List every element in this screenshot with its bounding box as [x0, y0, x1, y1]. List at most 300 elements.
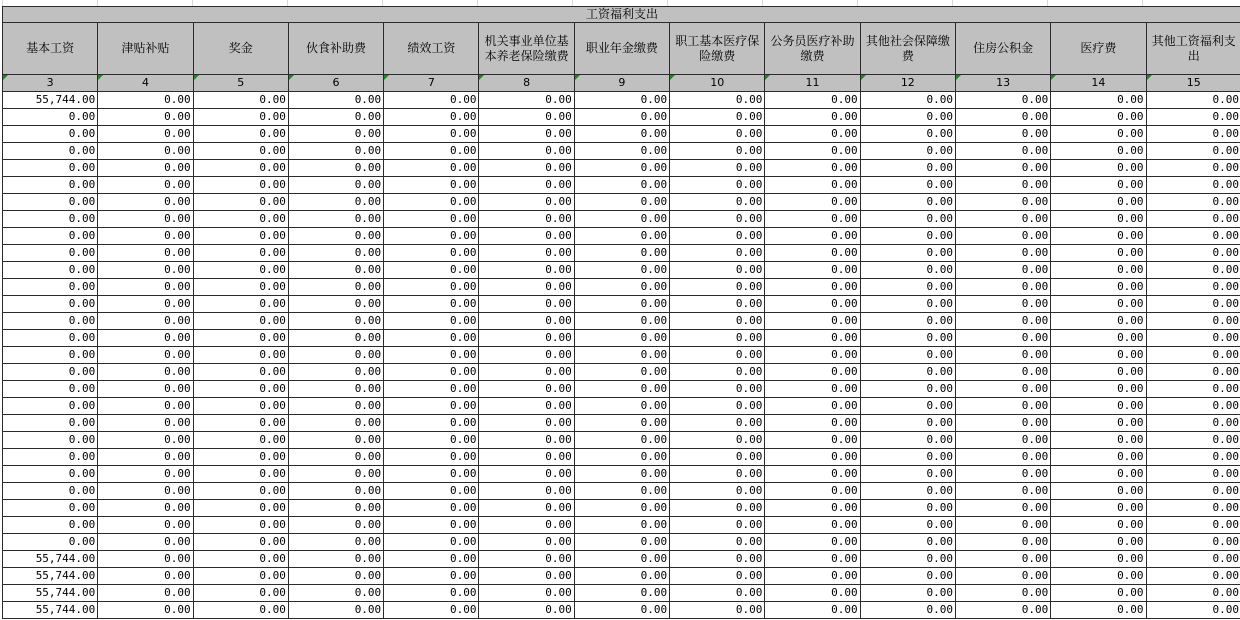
table-cell[interactable]: 0.00 [765, 568, 860, 585]
table-cell[interactable]: 0.00 [3, 177, 98, 194]
table-cell[interactable]: 0.00 [1051, 194, 1146, 211]
table-cell[interactable]: 0.00 [574, 194, 669, 211]
table-cell[interactable]: 0.00 [288, 296, 383, 313]
table-cell[interactable]: 0.00 [384, 160, 479, 177]
table-cell[interactable]: 0.00 [3, 330, 98, 347]
column-index-cell[interactable] [384, 75, 479, 92]
table-cell[interactable]: 0.00 [955, 415, 1050, 432]
table-cell[interactable]: 0.00 [670, 500, 765, 517]
table-cell[interactable]: 0.00 [3, 194, 98, 211]
table-cell[interactable]: 0.00 [479, 432, 574, 449]
table-cell[interactable]: 0.00 [288, 466, 383, 483]
table-cell[interactable]: 0.00 [765, 228, 860, 245]
table-cell[interactable]: 0.00 [955, 534, 1050, 551]
table-cell[interactable]: 0.00 [955, 262, 1050, 279]
table-cell[interactable]: 0.00 [1051, 415, 1146, 432]
table-cell[interactable]: 0.00 [288, 143, 383, 160]
table-cell[interactable]: 0.00 [955, 330, 1050, 347]
table-cell[interactable]: 0.00 [765, 483, 860, 500]
table-cell[interactable]: 0.00 [193, 466, 288, 483]
table-cell[interactable]: 0.00 [1051, 143, 1146, 160]
table-cell[interactable]: 0.00 [1146, 126, 1240, 143]
table-cell[interactable]: 0.00 [1051, 432, 1146, 449]
table-cell[interactable]: 0.00 [860, 500, 955, 517]
table-cell[interactable]: 0.00 [860, 245, 955, 262]
table-cell[interactable]: 0.00 [98, 296, 193, 313]
table-cell[interactable]: 0.00 [670, 109, 765, 126]
table-cell[interactable]: 0.00 [193, 602, 288, 619]
table-cell[interactable]: 0.00 [98, 551, 193, 568]
column-header[interactable]: 医疗费 [1051, 23, 1146, 75]
table-cell[interactable]: 0.00 [479, 585, 574, 602]
table-cell[interactable]: 0.00 [3, 279, 98, 296]
table-cell[interactable]: 0.00 [384, 92, 479, 109]
table-cell[interactable]: 0.00 [3, 347, 98, 364]
table-cell[interactable]: 0.00 [1146, 483, 1240, 500]
table-cell[interactable]: 0.00 [574, 381, 669, 398]
table-cell[interactable]: 0.00 [1051, 126, 1146, 143]
table-cell[interactable]: 0.00 [98, 585, 193, 602]
table-cell[interactable]: 0.00 [3, 466, 98, 483]
table-cell[interactable]: 0.00 [479, 483, 574, 500]
table-cell[interactable]: 0.00 [288, 364, 383, 381]
table-cell[interactable]: 0.00 [288, 534, 383, 551]
table-cell[interactable]: 0.00 [3, 160, 98, 177]
table-cell[interactable]: 0.00 [574, 568, 669, 585]
column-header[interactable]: 基本工资 [3, 23, 98, 75]
table-cell[interactable]: 0.00 [1146, 517, 1240, 534]
table-cell[interactable]: 0.00 [98, 143, 193, 160]
table-cell[interactable]: 0.00 [193, 211, 288, 228]
table-cell[interactable]: 0.00 [1051, 245, 1146, 262]
table-cell[interactable]: 0.00 [384, 551, 479, 568]
table-cell[interactable]: 0.00 [193, 483, 288, 500]
table-cell[interactable]: 0.00 [955, 364, 1050, 381]
table-cell[interactable]: 0.00 [860, 126, 955, 143]
table-cell[interactable]: 0.00 [98, 228, 193, 245]
table-cell[interactable]: 0.00 [98, 449, 193, 466]
table-cell[interactable]: 0.00 [670, 534, 765, 551]
column-header[interactable]: 奖金 [193, 23, 288, 75]
table-cell[interactable]: 0.00 [98, 347, 193, 364]
table-cell[interactable]: 0.00 [98, 279, 193, 296]
table-cell[interactable]: 0.00 [860, 160, 955, 177]
table-cell[interactable]: 0.00 [574, 177, 669, 194]
table-cell[interactable]: 0.00 [955, 551, 1050, 568]
table-cell[interactable]: 0.00 [384, 279, 479, 296]
table-cell[interactable]: 0.00 [670, 364, 765, 381]
table-cell[interactable]: 0.00 [384, 126, 479, 143]
table-cell[interactable]: 55,744.00 [3, 585, 98, 602]
table-cell[interactable]: 0.00 [479, 466, 574, 483]
table-cell[interactable]: 0.00 [574, 432, 669, 449]
table-cell[interactable]: 0.00 [574, 279, 669, 296]
table-cell[interactable]: 0.00 [288, 245, 383, 262]
table-cell[interactable]: 0.00 [574, 585, 669, 602]
table-cell[interactable]: 0.00 [3, 432, 98, 449]
table-cell[interactable]: 0.00 [288, 398, 383, 415]
table-cell[interactable]: 0.00 [860, 279, 955, 296]
table-cell[interactable]: 0.00 [765, 109, 860, 126]
table-cell[interactable]: 0.00 [670, 551, 765, 568]
table-cell[interactable]: 0.00 [384, 262, 479, 279]
table-cell[interactable]: 0.00 [98, 109, 193, 126]
table-cell[interactable]: 0.00 [670, 381, 765, 398]
table-cell[interactable]: 0.00 [193, 296, 288, 313]
table-cell[interactable]: 0.00 [479, 551, 574, 568]
table-cell[interactable]: 0.00 [860, 364, 955, 381]
table-cell[interactable]: 0.00 [860, 449, 955, 466]
table-cell[interactable]: 0.00 [479, 177, 574, 194]
table-cell[interactable]: 0.00 [955, 160, 1050, 177]
table-cell[interactable]: 0.00 [193, 551, 288, 568]
table-cell[interactable]: 0.00 [479, 279, 574, 296]
table-cell[interactable]: 0.00 [1051, 551, 1146, 568]
table-cell[interactable]: 0.00 [384, 449, 479, 466]
table-cell[interactable]: 0.00 [574, 160, 669, 177]
table-cell[interactable]: 0.00 [384, 347, 479, 364]
table-cell[interactable]: 0.00 [288, 483, 383, 500]
table-cell[interactable]: 0.00 [288, 500, 383, 517]
table-cell[interactable]: 55,744.00 [3, 568, 98, 585]
table-cell[interactable]: 0.00 [574, 126, 669, 143]
column-index-cell[interactable] [765, 75, 860, 92]
table-cell[interactable]: 0.00 [860, 177, 955, 194]
table-cell[interactable]: 0.00 [98, 483, 193, 500]
table-cell[interactable]: 0.00 [1146, 313, 1240, 330]
table-cell[interactable]: 0.00 [479, 228, 574, 245]
table-cell[interactable]: 0.00 [1051, 500, 1146, 517]
table-cell[interactable]: 0.00 [670, 313, 765, 330]
table-cell[interactable]: 0.00 [670, 330, 765, 347]
table-cell[interactable]: 0.00 [765, 602, 860, 619]
salary-welfare-table[interactable] [2, 6, 1240, 619]
table-cell[interactable]: 0.00 [574, 228, 669, 245]
table-cell[interactable]: 0.00 [765, 160, 860, 177]
table-cell[interactable]: 0.00 [1146, 347, 1240, 364]
table-cell[interactable]: 0.00 [1051, 211, 1146, 228]
table-cell[interactable]: 0.00 [98, 262, 193, 279]
table-cell[interactable]: 0.00 [193, 109, 288, 126]
table-cell[interactable]: 0.00 [574, 466, 669, 483]
table-cell[interactable]: 0.00 [98, 466, 193, 483]
table-cell[interactable]: 0.00 [1146, 177, 1240, 194]
table-cell[interactable]: 0.00 [574, 602, 669, 619]
table-cell[interactable]: 0.00 [955, 500, 1050, 517]
table-cell[interactable]: 0.00 [1051, 228, 1146, 245]
table-cell[interactable]: 0.00 [574, 415, 669, 432]
table-cell[interactable]: 0.00 [574, 143, 669, 160]
table-cell[interactable]: 0.00 [860, 602, 955, 619]
table-cell[interactable]: 0.00 [3, 483, 98, 500]
table-cell[interactable]: 0.00 [765, 398, 860, 415]
table-cell[interactable]: 0.00 [574, 313, 669, 330]
table-cell[interactable]: 0.00 [193, 347, 288, 364]
table-cell[interactable]: 0.00 [670, 126, 765, 143]
table-cell[interactable]: 0.00 [479, 330, 574, 347]
table-cell[interactable]: 0.00 [670, 228, 765, 245]
table-cell[interactable]: 0.00 [765, 500, 860, 517]
table-cell[interactable]: 0.00 [384, 381, 479, 398]
table-cell[interactable]: 0.00 [384, 194, 479, 211]
table-cell[interactable]: 0.00 [574, 483, 669, 500]
table-cell[interactable]: 0.00 [288, 194, 383, 211]
table-cell[interactable]: 0.00 [288, 330, 383, 347]
table-cell[interactable]: 0.00 [670, 211, 765, 228]
table-cell[interactable]: 0.00 [384, 398, 479, 415]
table-cell[interactable]: 0.00 [765, 245, 860, 262]
table-cell[interactable]: 0.00 [1051, 279, 1146, 296]
table-cell[interactable]: 0.00 [384, 245, 479, 262]
column-index-cell[interactable] [288, 75, 383, 92]
table-cell[interactable]: 0.00 [1051, 364, 1146, 381]
column-index-cell[interactable] [574, 75, 669, 92]
table-cell[interactable]: 0.00 [288, 92, 383, 109]
table-cell[interactable]: 0.00 [3, 449, 98, 466]
table-cell[interactable]: 0.00 [955, 194, 1050, 211]
table-cell[interactable]: 0.00 [955, 296, 1050, 313]
table-cell[interactable]: 0.00 [860, 347, 955, 364]
table-cell[interactable]: 0.00 [98, 517, 193, 534]
table-cell[interactable]: 0.00 [670, 143, 765, 160]
table-cell[interactable]: 0.00 [1146, 398, 1240, 415]
table-cell[interactable]: 0.00 [955, 109, 1050, 126]
table-cell[interactable]: 55,744.00 [3, 551, 98, 568]
table-cell[interactable]: 0.00 [288, 432, 383, 449]
table-cell[interactable]: 0.00 [98, 177, 193, 194]
table-cell[interactable]: 0.00 [670, 602, 765, 619]
table-cell[interactable]: 0.00 [1051, 517, 1146, 534]
table-cell[interactable]: 0.00 [1051, 449, 1146, 466]
table-cell[interactable]: 0.00 [288, 109, 383, 126]
table-cell[interactable]: 0.00 [1146, 500, 1240, 517]
table-cell[interactable]: 0.00 [670, 245, 765, 262]
table-cell[interactable]: 0.00 [955, 126, 1050, 143]
table-cell[interactable]: 0.00 [384, 109, 479, 126]
table-cell[interactable]: 0.00 [1051, 347, 1146, 364]
table-cell[interactable]: 0.00 [765, 126, 860, 143]
table-cell[interactable]: 0.00 [479, 126, 574, 143]
table-cell[interactable]: 0.00 [670, 517, 765, 534]
table-cell[interactable]: 0.00 [574, 211, 669, 228]
table-cell[interactable]: 0.00 [574, 347, 669, 364]
table-cell[interactable]: 0.00 [1146, 585, 1240, 602]
table-cell[interactable]: 0.00 [384, 517, 479, 534]
table-cell[interactable]: 0.00 [1051, 177, 1146, 194]
table-cell[interactable]: 0.00 [1146, 534, 1240, 551]
table-cell[interactable]: 0.00 [384, 585, 479, 602]
table-cell[interactable]: 0.00 [384, 534, 479, 551]
table-cell[interactable]: 0.00 [384, 228, 479, 245]
table-cell[interactable]: 0.00 [765, 194, 860, 211]
table-cell[interactable]: 0.00 [193, 245, 288, 262]
table-cell[interactable]: 0.00 [670, 347, 765, 364]
table-cell[interactable]: 0.00 [479, 534, 574, 551]
table-cell[interactable]: 0.00 [765, 347, 860, 364]
table-cell[interactable]: 0.00 [955, 313, 1050, 330]
table-cell[interactable]: 0.00 [384, 602, 479, 619]
table-cell[interactable]: 0.00 [98, 211, 193, 228]
column-header[interactable]: 职业年金缴费 [574, 23, 669, 75]
table-cell[interactable]: 0.00 [765, 585, 860, 602]
table-cell[interactable]: 0.00 [479, 194, 574, 211]
table-cell[interactable]: 0.00 [860, 211, 955, 228]
table-cell[interactable]: 0.00 [384, 483, 479, 500]
table-cell[interactable]: 0.00 [955, 211, 1050, 228]
table-cell[interactable]: 0.00 [860, 534, 955, 551]
table-cell[interactable]: 0.00 [1051, 313, 1146, 330]
table-cell[interactable]: 0.00 [193, 313, 288, 330]
table-cell[interactable]: 0.00 [765, 534, 860, 551]
table-cell[interactable]: 0.00 [3, 296, 98, 313]
table-cell[interactable]: 0.00 [193, 568, 288, 585]
table-cell[interactable]: 0.00 [98, 398, 193, 415]
table-cell[interactable]: 0.00 [288, 177, 383, 194]
table-cell[interactable]: 0.00 [860, 262, 955, 279]
table-cell[interactable]: 55,744.00 [3, 602, 98, 619]
table-cell[interactable]: 0.00 [193, 228, 288, 245]
table-cell[interactable]: 0.00 [98, 500, 193, 517]
table-cell[interactable]: 0.00 [1051, 296, 1146, 313]
table-cell[interactable]: 0.00 [479, 296, 574, 313]
table-cell[interactable]: 0.00 [765, 517, 860, 534]
table-cell[interactable]: 0.00 [765, 313, 860, 330]
table-cell[interactable]: 0.00 [384, 432, 479, 449]
table-cell[interactable]: 0.00 [1146, 109, 1240, 126]
column-header[interactable]: 绩效工资 [384, 23, 479, 75]
table-cell[interactable]: 0.00 [384, 466, 479, 483]
table-cell[interactable]: 0.00 [193, 92, 288, 109]
table-cell[interactable]: 0.00 [479, 143, 574, 160]
table-cell[interactable]: 0.00 [1051, 381, 1146, 398]
column-header[interactable]: 伙食补助费 [288, 23, 383, 75]
table-cell[interactable]: 0.00 [1146, 211, 1240, 228]
table-cell[interactable]: 0.00 [479, 262, 574, 279]
table-cell[interactable]: 0.00 [860, 432, 955, 449]
table-cell[interactable]: 0.00 [288, 551, 383, 568]
table-cell[interactable]: 0.00 [860, 296, 955, 313]
table-cell[interactable]: 0.00 [1051, 568, 1146, 585]
table-cell[interactable]: 0.00 [955, 279, 1050, 296]
table-cell[interactable]: 0.00 [288, 517, 383, 534]
table-cell[interactable]: 0.00 [288, 160, 383, 177]
table-cell[interactable]: 0.00 [288, 568, 383, 585]
table-cell[interactable]: 0.00 [670, 279, 765, 296]
column-header[interactable]: 住房公积金 [955, 23, 1050, 75]
table-cell[interactable]: 0.00 [574, 296, 669, 313]
table-cell[interactable]: 0.00 [765, 432, 860, 449]
table-cell[interactable]: 0.00 [574, 92, 669, 109]
table-cell[interactable]: 0.00 [193, 415, 288, 432]
table-cell[interactable]: 0.00 [1051, 534, 1146, 551]
table-cell[interactable]: 0.00 [955, 143, 1050, 160]
column-index-cell[interactable] [193, 75, 288, 92]
table-cell[interactable]: 0.00 [288, 347, 383, 364]
table-cell[interactable]: 0.00 [193, 517, 288, 534]
column-index-cell[interactable] [955, 75, 1050, 92]
table-cell[interactable]: 0.00 [1146, 143, 1240, 160]
table-cell[interactable]: 0.00 [1051, 109, 1146, 126]
table-cell[interactable]: 0.00 [479, 500, 574, 517]
table-cell[interactable]: 0.00 [1146, 279, 1240, 296]
table-cell[interactable]: 0.00 [765, 330, 860, 347]
table-cell[interactable]: 0.00 [670, 483, 765, 500]
table-cell[interactable]: 0.00 [479, 602, 574, 619]
table-cell[interactable]: 0.00 [1146, 602, 1240, 619]
column-index-cell[interactable] [3, 75, 98, 92]
table-cell[interactable]: 0.00 [955, 398, 1050, 415]
table-cell[interactable]: 0.00 [765, 381, 860, 398]
table-cell[interactable]: 0.00 [479, 109, 574, 126]
table-cell[interactable]: 0.00 [479, 245, 574, 262]
column-header[interactable]: 职工基本医疗保险缴费 [670, 23, 765, 75]
table-cell[interactable]: 0.00 [193, 449, 288, 466]
table-cell[interactable]: 0.00 [955, 585, 1050, 602]
table-cell[interactable]: 0.00 [479, 449, 574, 466]
table-cell[interactable]: 0.00 [574, 449, 669, 466]
table-cell[interactable]: 0.00 [765, 262, 860, 279]
table-cell[interactable]: 0.00 [1146, 568, 1240, 585]
table-cell[interactable]: 0.00 [860, 194, 955, 211]
column-index-cell[interactable] [1051, 75, 1146, 92]
table-cell[interactable]: 0.00 [384, 500, 479, 517]
table-cell[interactable]: 0.00 [1051, 483, 1146, 500]
table-cell[interactable]: 0.00 [765, 143, 860, 160]
table-cell[interactable]: 0.00 [860, 415, 955, 432]
table-cell[interactable]: 0.00 [384, 313, 479, 330]
table-cell[interactable]: 0.00 [98, 381, 193, 398]
table-cell[interactable]: 0.00 [860, 92, 955, 109]
table-cell[interactable]: 0.00 [479, 381, 574, 398]
table-cell[interactable]: 0.00 [860, 585, 955, 602]
table-cell[interactable]: 0.00 [765, 177, 860, 194]
table-cell[interactable]: 0.00 [1146, 194, 1240, 211]
table-cell[interactable]: 55,744.00 [3, 92, 98, 109]
table-cell[interactable]: 0.00 [98, 92, 193, 109]
table-cell[interactable]: 0.00 [670, 585, 765, 602]
table-cell[interactable]: 0.00 [193, 364, 288, 381]
table-cell[interactable]: 0.00 [288, 211, 383, 228]
table-cell[interactable]: 0.00 [670, 398, 765, 415]
column-index-cell[interactable] [98, 75, 193, 92]
table-cell[interactable]: 0.00 [670, 296, 765, 313]
table-cell[interactable]: 0.00 [3, 381, 98, 398]
table-cell[interactable]: 0.00 [860, 483, 955, 500]
table-cell[interactable]: 0.00 [860, 330, 955, 347]
table-cell[interactable]: 0.00 [98, 364, 193, 381]
table-cell[interactable]: 0.00 [384, 330, 479, 347]
table-cell[interactable]: 0.00 [98, 415, 193, 432]
table-cell[interactable]: 0.00 [574, 500, 669, 517]
column-header[interactable]: 机关事业单位基本养老保险缴费 [479, 23, 574, 75]
table-cell[interactable]: 0.00 [1146, 364, 1240, 381]
table-cell[interactable]: 0.00 [574, 551, 669, 568]
column-index-cell[interactable] [670, 75, 765, 92]
table-cell[interactable]: 0.00 [955, 177, 1050, 194]
table-cell[interactable]: 0.00 [955, 466, 1050, 483]
table-cell[interactable]: 0.00 [1146, 245, 1240, 262]
table-cell[interactable]: 0.00 [670, 160, 765, 177]
table-cell[interactable]: 0.00 [860, 568, 955, 585]
table-cell[interactable]: 0.00 [479, 92, 574, 109]
table-cell[interactable]: 0.00 [574, 364, 669, 381]
table-cell[interactable]: 0.00 [98, 160, 193, 177]
table-cell[interactable]: 0.00 [98, 313, 193, 330]
table-title[interactable]: 工资福利支出 [3, 7, 1240, 23]
table-cell[interactable]: 0.00 [479, 415, 574, 432]
table-cell[interactable]: 0.00 [193, 534, 288, 551]
table-cell[interactable]: 0.00 [1146, 551, 1240, 568]
